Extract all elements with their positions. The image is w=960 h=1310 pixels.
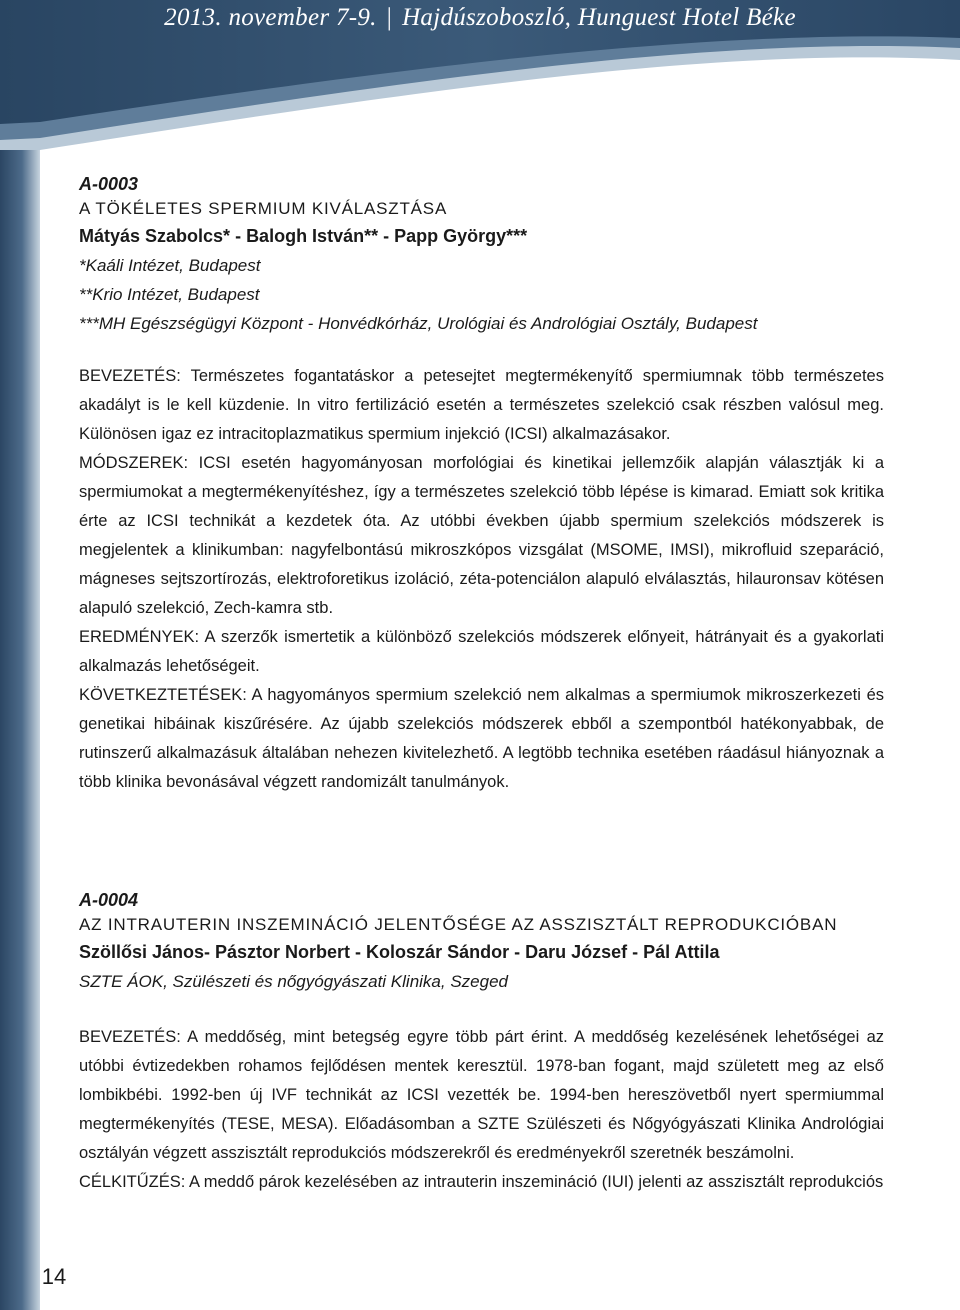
abstract-authors: Mátyás Szabolcs* - Balogh István** - Papp György***: [79, 226, 528, 246]
left-sidebar-decoration: [0, 150, 40, 1310]
header-title: [0, 4, 960, 32]
affiliation: ***MH Egészségügyi Központ - Honvédkórház, Urológiai és Andrológiai Osztály, Budapest: [79, 314, 758, 333]
abstract-a0004: [79, 888, 884, 1197]
paragraph-celkituzes: CÉLKITŰZÉS: A meddő párok kezelésében az intrauterin inszemináció (IUI) jelenti az asszisztált reprodukciós: [79, 1173, 884, 1191]
affiliation: SZTE ÁOK, Szülészeti és nőgyógyászati Klinika, Szeged: [79, 972, 508, 991]
abstract-code: A-0004: [79, 890, 139, 910]
header-venue: Hajdúszoboszló, Hunguest Hotel Béke: [402, 4, 796, 31]
abstract-a0003: [79, 172, 884, 797]
page-number: 14: [41, 1264, 67, 1289]
paragraph-bevezetes: BEVEZETÉS: A meddőség, mint betegség egyre több párt érint. A meddőség kezelésének lehetőségei az utóbbi évtizedekben rohamos fejlődésen mentek keresztül. 1978-ban fogant, majd született meg az első lombikbébi. 1992-ben új IVF technikát az ICSI vezették be. 1994-ben hereszövetből nyert spermiummal megtermékenyítés (TESE, MESA). Előadásomban a SZTE Szülészeti és Nőgyógyászati Klinika Andrológiai osztályán végzett asszisztált reprodukciós módszerekről és eredményekről szeretnék beszámolni.: [79, 1028, 884, 1162]
abstract-title: A TÖKÉLETES SPERMIUM KIVÁLASZTÁSA: [79, 199, 448, 218]
paragraph-bevezetes: BEVEZETÉS: Természetes fogantatáskor a petesejtet megtermékenyítő spermiumnak több természetes akadályt is le kell küzdenie. In vitro fertilizáció esetén a természetes szelekció csak részben valósul meg. Különösen igaz ez intracitoplazmatikus spermium injekció (ICSI) alkalmazásakor.: [79, 367, 884, 443]
affiliation: **Krio Intézet, Budapest: [79, 285, 260, 304]
paragraph-eredmenyek: EREDMÉNYEK: A szerzők ismertetik a különböző szelekciós módszerek előnyeit, hátrányait és a gyakorlati alkalmazás lehetőségeit.: [79, 628, 884, 675]
paragraph-modszerek: MÓDSZEREK: ICSI esetén hagyományosan morfológiai és kinetikai jellemzőik alapján választják ki a spermiumokat a megtermékenyítéshez, így a természetes szelekció több lépése is kimarad. Emiatt sok kritika érte az ICSI technikát a kezdetek óta. Az utóbbi években újabb spermium szelekciós módszerek is megjelentek a klinikumban: nagyfelbontású mikroszkópos vizsgálat (MSOME, IMSI), mikrofluid szeparáció, mágneses sejtszortírozás, elektroforetikus izoláció, zéta-potenciálon alapuló elválasztás, hilauronsav kötésen alapuló szelekció, Zech-kamra stb.: [79, 454, 884, 617]
abstract-title: AZ INTRAUTERIN INSZEMINÁCIÓ JELENTŐSÉGE AZ ASSZISZTÁLT REPRODUKCIÓBAN: [79, 915, 838, 934]
abstract-authors: Szöllősi János- Pásztor Norbert - Koloszár Sándor - Daru József - Pál Attila: [79, 942, 720, 962]
header-separator: |: [386, 4, 393, 31]
affiliation: *Kaáli Intézet, Budapest: [79, 256, 261, 275]
header-date: 2013. november 7-9.: [164, 4, 377, 31]
paragraph-kovetkeztetesek: KÖVETKEZTETÉSEK: A hagyományos spermium szelekció nem alkalmas a spermiumok mikroszerkezeti és genetikai hibáinak kiszűrésére. Az újabb szelekciós módszerek ebből a szempontból hatékonyabbak, de rutinszerű alkalmazásuk általában nehezen kivitelezhető. A legtöbb technika esetében ráadásul hiányoznak a több klinika bevonásával végzett randomizált tanulmányok.: [79, 686, 884, 791]
abstract-code: A-0003: [79, 174, 139, 194]
